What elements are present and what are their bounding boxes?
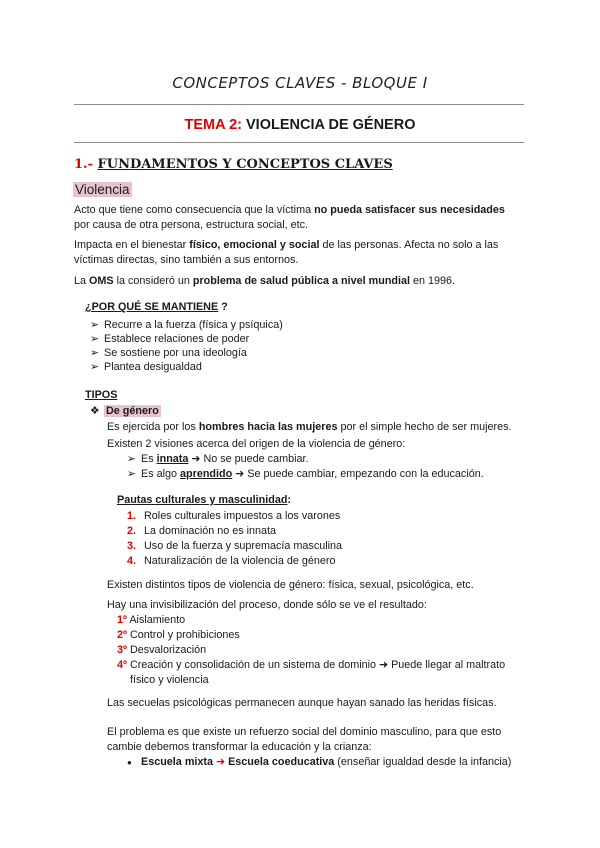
text-run: 1º (117, 614, 127, 626)
text-run: Recurre a la fuerza (física y psíquica) (104, 319, 283, 331)
violencia-paragraph-1-cont: por causa de otra persona, estructura social, etc. (74, 219, 309, 231)
text-run: Aislamiento (129, 614, 186, 626)
vision-item (127, 452, 309, 466)
arrow-bullet-icon: ➢ (90, 347, 100, 359)
arrow-bullet-icon: ➢ (90, 333, 100, 345)
text-run: físico, emocional y social (189, 239, 320, 251)
arrow-bullet-icon: ➢ (127, 453, 137, 465)
section-title: FUNDAMENTOS Y CONCEPTOS CLAVES (97, 157, 393, 172)
text-run: OMS (89, 275, 114, 287)
text-run: Plantea desigualdad (104, 361, 202, 373)
pautas-item (127, 554, 335, 568)
section-number: 1.- (74, 157, 93, 172)
otros-paragraph-2: Hay una invisibilización del proceso, donde sólo se ve el resultado: (107, 599, 427, 611)
text-run: Es algo (141, 468, 181, 480)
porque-item (90, 360, 202, 374)
genero-heading (90, 404, 161, 418)
text-run: 4. (127, 555, 137, 567)
vision-item (127, 467, 484, 481)
document-title: CONCEPTOS CLAVES - BLOQUE I (172, 74, 428, 92)
arrow-bullet-icon: ➢ (90, 361, 100, 373)
tema-title: VIOLENCIA DE GÉNERO (246, 117, 416, 133)
text-run: Acto que tiene como consecuencia que la víctima (74, 204, 315, 216)
arrow-icon: ➜ (213, 756, 229, 768)
text-run: aprendido (180, 468, 233, 480)
violencia-paragraph-3 (74, 274, 455, 288)
violencia-paragraph-1 (74, 203, 505, 217)
arrow-bullet-icon: ➢ (90, 319, 100, 331)
text-run: hombres hacia las mujeres (198, 421, 338, 433)
text-run: Establece relaciones de poder (104, 333, 250, 345)
porque-item (90, 332, 249, 346)
text-run: en 1996. (410, 275, 456, 287)
text-run: Es ejercida por los (107, 421, 199, 433)
text-run: 2º (117, 629, 127, 641)
text-run: Roles culturales impuestos a los varones (144, 510, 341, 522)
step-item (117, 658, 505, 672)
otros-paragraph-1: Existen distintos tipos de violencia de género: física, sexual, psicológica, etc. (107, 579, 474, 591)
text-run: Control y prohibiciones (129, 629, 240, 641)
genero-paragraph-1 (107, 420, 512, 434)
text-run: ➜ Se puede cambiar, empezando con la educación. (232, 468, 484, 480)
text-run: Impacta en el bienestar (74, 239, 190, 251)
pautas-item (127, 509, 340, 523)
text-run: ➜ No se puede cambiar. (188, 453, 309, 465)
otros-paragraph-4: El problema es que existe un refuerzo social del dominio masculino, para que esto (107, 726, 502, 738)
text-run: Creación y consolidación de un sistema de dominio ➜ Puede llegar al maltrato (129, 659, 506, 671)
pautas-item (127, 524, 276, 538)
text-run: 3º (117, 644, 127, 656)
text-run: Es (141, 453, 157, 465)
porque-item (90, 318, 283, 332)
text-run: Se sostiene por una ideología (104, 347, 247, 359)
genero-paragraph-2: Existen 2 visiones acerca del origen de la violencia de género: (107, 438, 406, 450)
divider-top (74, 104, 524, 105)
diamond-bullet-icon: ❖ (90, 405, 100, 417)
section-heading (74, 157, 393, 172)
text-run: La dominación no es innata (144, 525, 277, 537)
text-run: ¿POR QUÉ SE MANTIENE (85, 301, 219, 313)
text-run: 1. (127, 510, 137, 522)
text-run: por el simple hecho de ser mujeres. (337, 421, 512, 433)
step-item (117, 613, 185, 627)
text-run: La (74, 275, 90, 287)
text-run: (enseñar igualdad desde la infancia) (334, 756, 512, 768)
pautas-item (127, 539, 342, 553)
step-item (117, 643, 206, 657)
text-run: : (287, 494, 292, 506)
pautas-heading (117, 493, 291, 507)
text-run: 3. (127, 540, 137, 552)
text-run: innata (156, 453, 189, 465)
text-run: De género (106, 405, 159, 417)
step-item-cont: físico y violencia (130, 674, 209, 686)
text-run: la consideró un (113, 275, 193, 287)
step-item (117, 628, 240, 642)
divider-bottom (74, 142, 524, 143)
text-run: Desvalorización (129, 644, 207, 656)
otros-paragraph-4-cont: cambie debemos transformar la educación y la crianza: (107, 741, 372, 753)
final-bullet-item (127, 755, 511, 770)
text-run: problema de salud pública a nivel mundial (192, 275, 411, 287)
arrow-bullet-icon: ➢ (127, 468, 137, 480)
violencia-paragraph-2-cont: víctimas directas, sino también a sus entornos. (74, 254, 299, 266)
text-run: Uso de la fuerza y supremacía masculina (144, 540, 343, 552)
text-run: Pautas culturales y masculinidad (117, 494, 288, 506)
tema-heading (0, 117, 600, 133)
text-run: no pueda satisfacer sus necesidades (314, 204, 505, 216)
violencia-paragraph-2 (74, 238, 498, 252)
tipos-heading: TIPOS (85, 389, 118, 401)
otros-paragraph-3: Las secuelas psicológicas permanecen aunque hayan sanado las heridas físicas. (107, 697, 497, 709)
tema-prefix: TEMA 2: (184, 117, 242, 133)
porque-heading (85, 300, 228, 314)
circle-bullet-icon: ● (127, 758, 132, 767)
text-run: Naturalización de la violencia de género (144, 555, 336, 567)
text-run: de las personas. Afecta no solo a las (319, 239, 499, 251)
text-run: ? (218, 301, 228, 313)
text-run: Escuela mixta (141, 756, 214, 768)
violencia-heading: Violencia (75, 182, 130, 197)
text-run: 4º (117, 659, 127, 671)
text-run: 2. (127, 525, 137, 537)
text-run: Escuela coeducativa (228, 756, 335, 768)
porque-item (90, 346, 247, 360)
